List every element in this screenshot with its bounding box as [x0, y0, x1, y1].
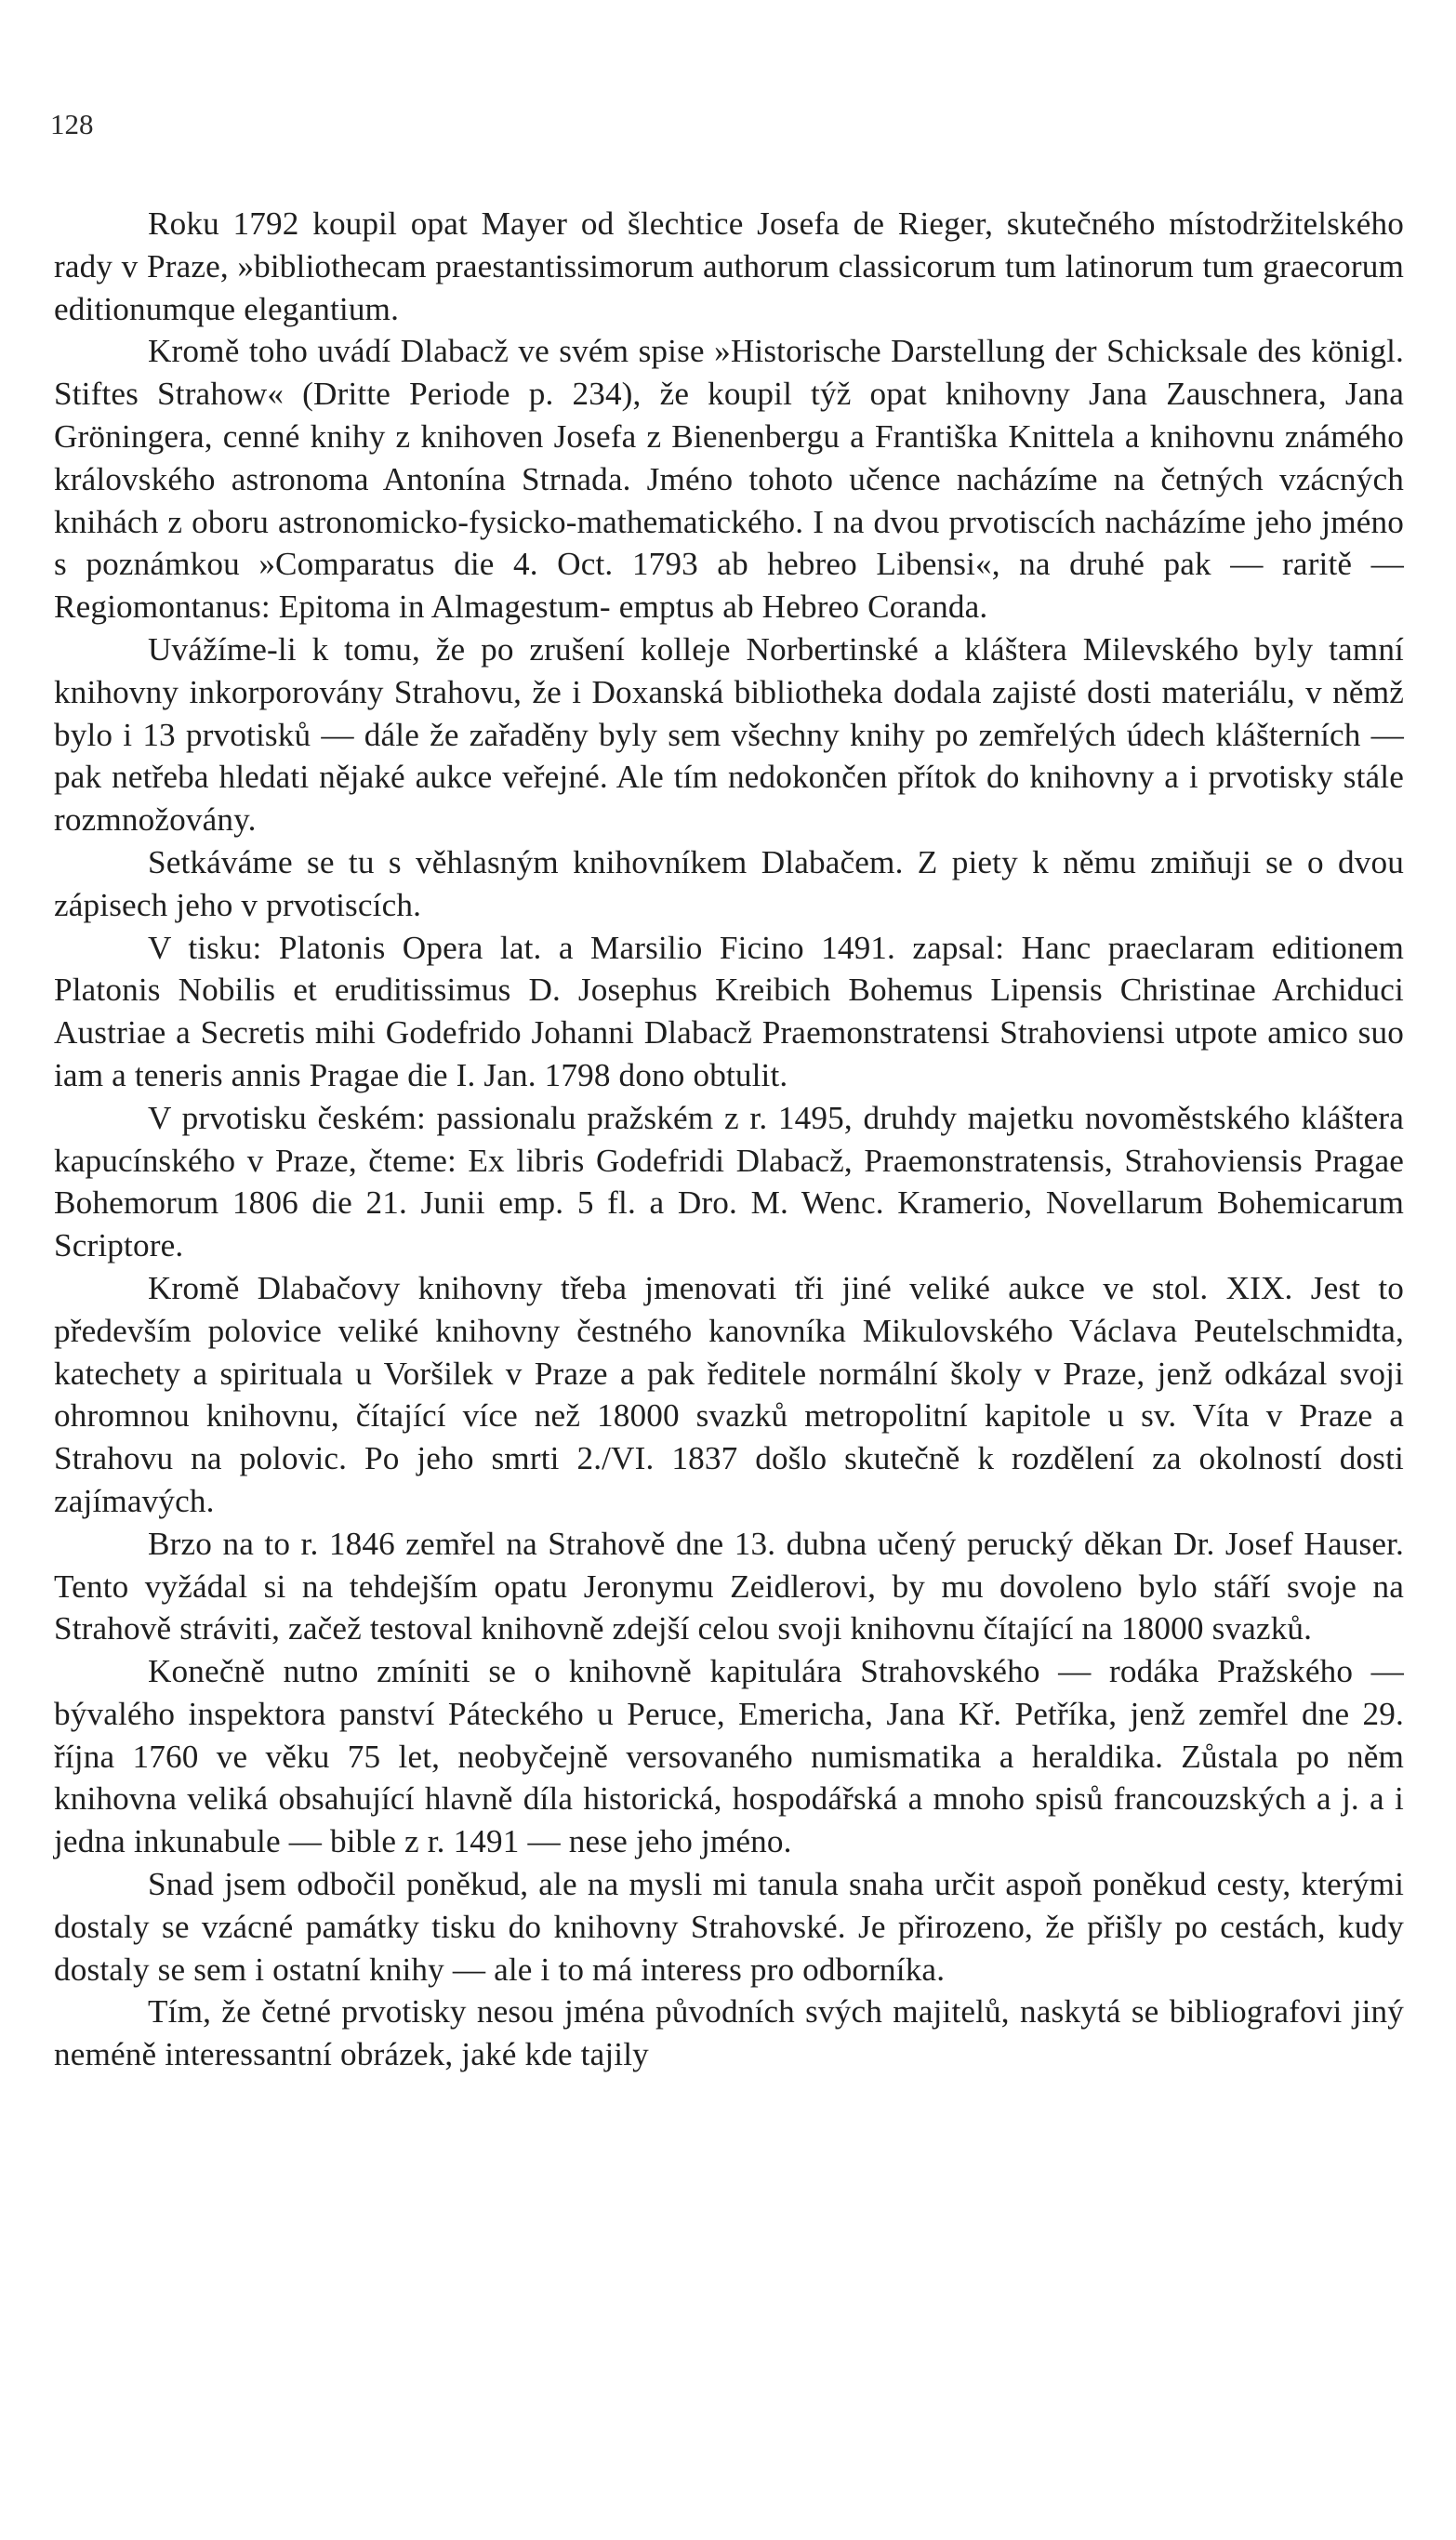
- paragraph: Tím, že četné prvotisky nesou jména původních svých majitelů, naskytá se bibliografovi jiný neméně interessantní obrázek, jaké kde tajily: [54, 1993, 1404, 2073]
- paragraph: Uvážíme-li k tomu, že po zrušení kolleje Norbertinské a kláštera Milevského byly tamní knihovny inkorporovány Strahovu, že i Doxanská bibliotheka dodala zajisté dosti materiálu, v němž bylo i 13 prvotisků — dále že zařaděny byly sem všechny knihy po zemřelých údech klášterních — pak netřeba hledati nějaké aukce veřejné. Ale tím nedokončen přítok do knihovny a i prvotisky stále rozmnožovány.: [54, 630, 1404, 839]
- paragraph: Setkáváme se tu s věhlasným knihovníkem Dlabačem. Z piety k němu zmiňuji se o dvou zápisech jeho v prvotiscích.: [54, 843, 1404, 923]
- main-text: [54, 203, 1404, 2076]
- page-number: 128: [50, 108, 94, 140]
- paragraph: Kromě Dlabačovy knihovny třeba jmenovati tři jiné veliké aukce ve stol. XIX. Jest to především polovice veliké knihovny čestného kanovníka Mikulovského Václava Peutelschmidta, katechety a spirituala u Voršilek v Praze a pak ředitele normální školy v Praze, jenž odkázal svoji ohromnou knihovnu, čítající více než 18000 svazků metropolitní kapitole u sv. Víta v Praze a Strahovu na polovic. Po jeho smrti 2./VI. 1837 došlo skutečně k rozdělení za okolností dosti zajímavých.: [54, 1269, 1404, 1519]
- paragraph: Brzo na to r. 1846 zemřel na Strahově dne 13. dubna učený perucký děkan Dr. Josef Hauser. Tento vyžádal si na tehdejším opatu Jeronymu Zeidlerovi, by mu dovoleno bylo stáří svoje na Strahově stráviti, začež testoval knihovně zdejší celou svoji knihovnu čítající na 18000 svazků.: [54, 1525, 1404, 1647]
- paragraph: V prvotisku českém: passionalu pražském z r. 1495, druhdy majetku novoměstského kláštera kapucínského v Praze, čteme: Ex libris Godefridi Dlabacž, Praemonstratensis, Strahoviensis Pragae Bohemorum 1806 die 21. Junii emp. 5 fl. a Dro. M. Wenc. Kramerio, Novellarum Bohemicarum Scriptore.: [54, 1099, 1404, 1264]
- paragraph: Kromě toho uvádí Dlabacž ve svém spise »Historische Darstellung der Schicksale des königl. Stiftes Strahow« (Dritte Periode p. 234), že koupil týž opat knihovny Jana Zauschnera, Jana Gröningera, cenné knihy z knihoven Josefa z Bienenbergu a Františka Knittela a knihovnu známého královského astronoma Antonína Strnada. Jméno tohoto učence nacházíme na četných vzácných knihách z oboru astronomicko-fysicko-mathematického. I na dvou prvotiscích nacházíme jeho jméno s poznámkou »Comparatus die 4. Oct. 1793 ab hebreo Libensi«, na druhé pak — raritě — Regiomontanus: Epitoma in Almagestum- emptus ab Hebreo Coranda.: [54, 333, 1404, 626]
- paragraph: Roku 1792 koupil opat Mayer od šlechtice Josefa de Rieger, skutečného místodržitelského rady v Praze, »bibliothecam praestantissimorum authorum classicorum tum latinorum tum graecorum editionumque elegantium.: [54, 205, 1404, 327]
- paragraph: V tisku: Platonis Opera lat. a Marsilio Ficino 1491. zapsal: Hanc praeclaram editionem Platonis Nobilis et eruditissimus D. Josephus Kreibich Bohemus Lipensis Christinae Archiduci Austriae a Secretis mihi Godefrido Johanni Dlabacž Praemonstratensi Strahoviensi utpote amico suo iam a teneris annis Pragae die I. Jan. 1798 dono obtulit.: [54, 929, 1404, 1093]
- paragraph: Konečně nutno zmíniti se o knihovně kapitulára Strahovského — rodáka Pražského — bývalého inspektora panství Páteckého u Peruce, Emericha, Jana Kř. Petříka, jenž zemřel dne 29. října 1760 ve věku 75 let, neobyčejně versovaného numismatika a heraldika. Zůstala po něm knihovna veliká obsahující hlavně díla historická, hospodářská a mnoho spisů francouzských a j. a i jedna inkunabule — bible z r. 1491 — nese jeho jméno.: [54, 1653, 1404, 1860]
- paragraph: Snad jsem odbočil poněkud, ale na mysli mi tanula snaha určit aspoň poněkud cesty, kterými dostaly se vzácné památky tisku do knihovny Strahovské. Je přirozeno, že přišly po cestách, kudy dostaly se sem i ostatní knihy — ale i to má interess pro odborníka.: [54, 1866, 1404, 1988]
